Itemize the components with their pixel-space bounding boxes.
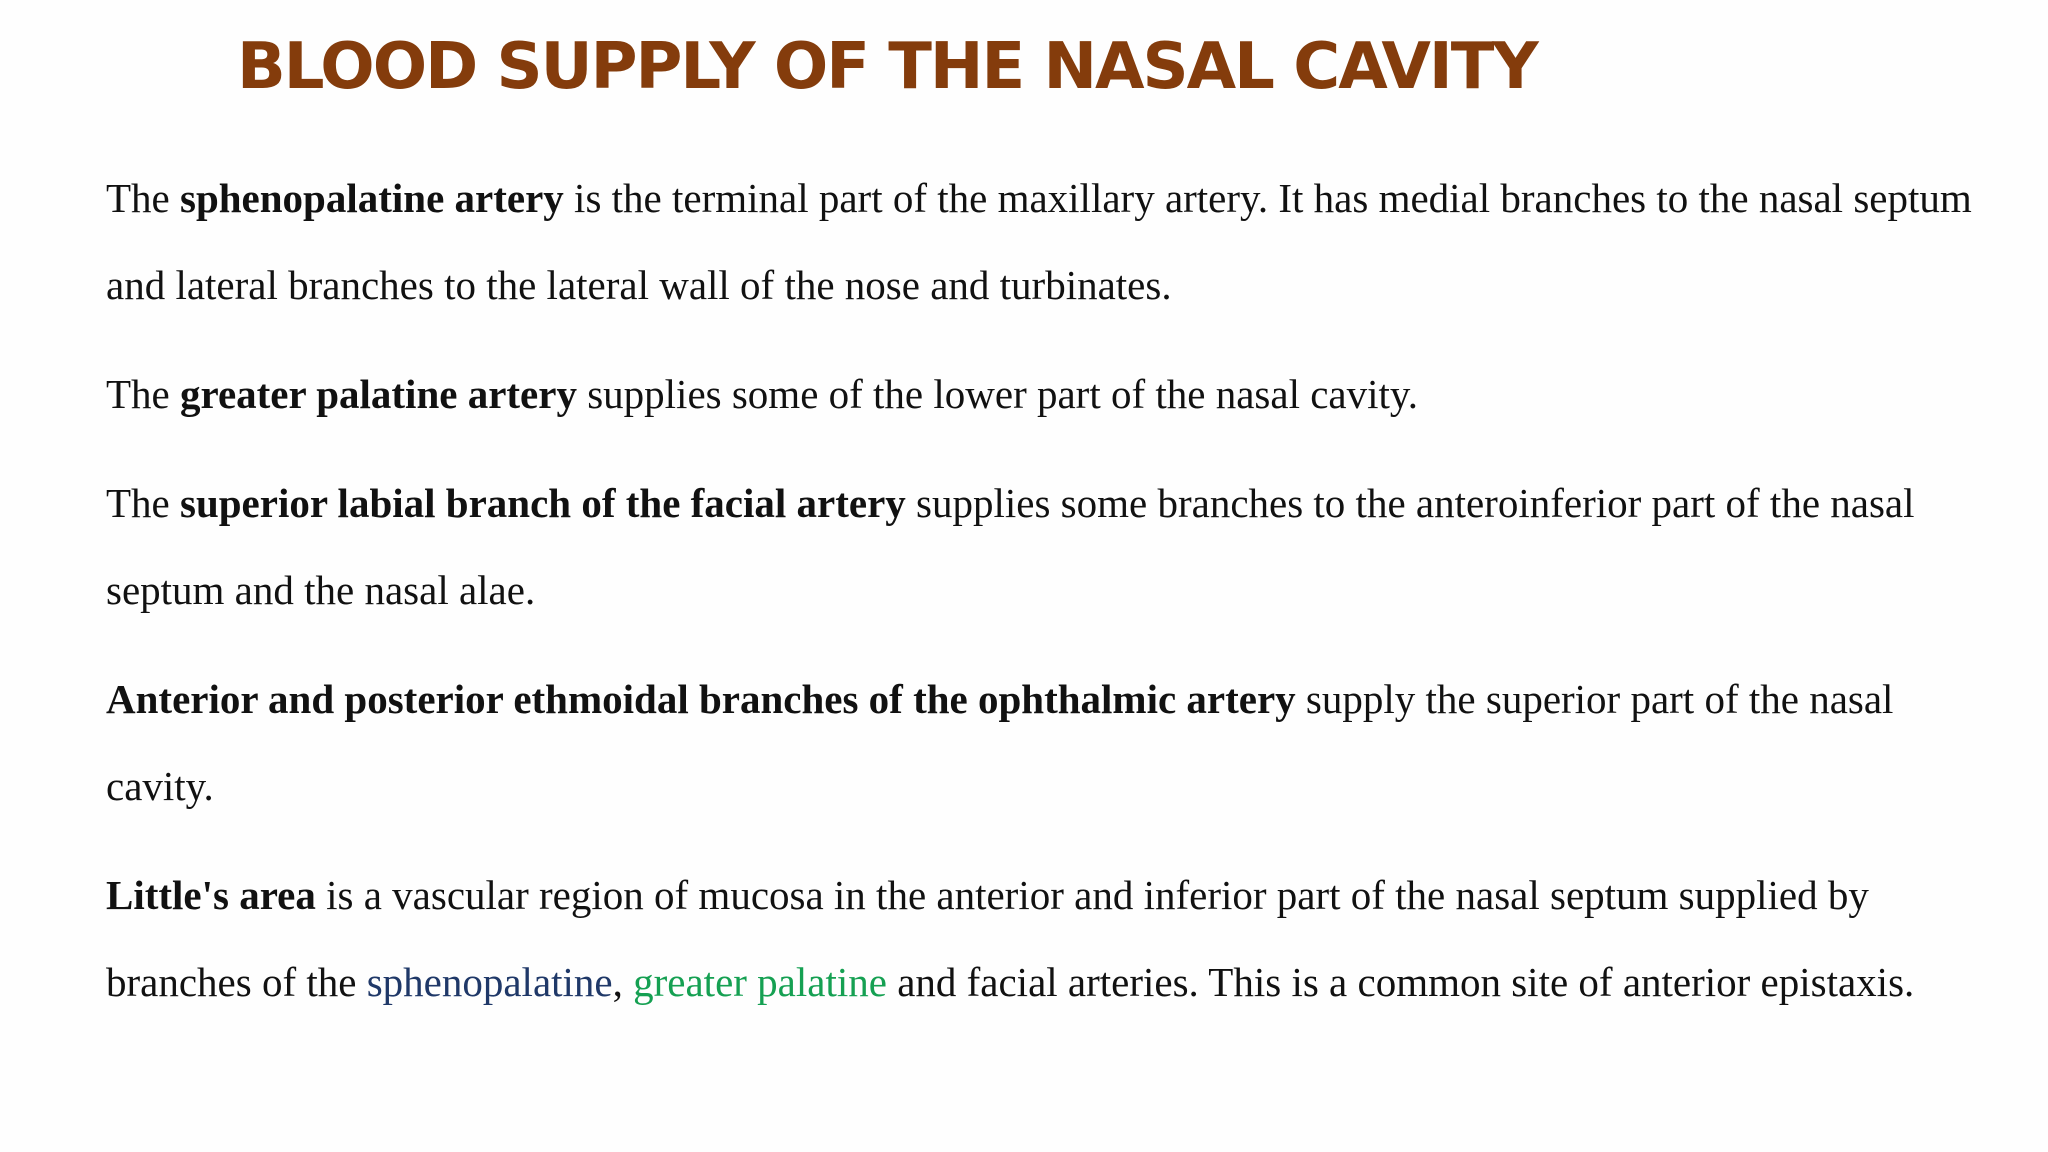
term-sphenopalatine-artery: sphenopalatine artery bbox=[180, 175, 564, 221]
separator-comma: , bbox=[612, 959, 634, 1005]
term-superior-labial-branch: superior labial branch of the facial artery bbox=[180, 480, 906, 526]
paragraph-text: supply the superior part of the nasal cavity. bbox=[106, 676, 1894, 809]
paragraph-superior-labial-branch bbox=[106, 460, 2006, 634]
paragraph-greater-palatine-artery bbox=[106, 351, 2006, 438]
paragraph-text: is the terminal part of the maxillary artery. It has medial branches to the nasal septum and lateral branches to the lateral wall of the nose and turbinates. bbox=[106, 175, 1972, 308]
term-ethmoidal-branches: Anterior and posterior ethmoidal branches of the ophthalmic artery bbox=[106, 676, 1296, 722]
paragraph-text: supplies some of the lower part of the nasal cavity. bbox=[576, 371, 1418, 417]
slide-body bbox=[106, 155, 2006, 1048]
slide-title: BLOOD SUPPLY OF THE NASAL CAVITY bbox=[237, 30, 1537, 104]
paragraph-prefix: The bbox=[106, 371, 180, 417]
paragraph-tail: and facial arteries. This is a common site of anterior epistaxis. bbox=[886, 959, 1915, 1005]
term-greater-palatine-artery: greater palatine artery bbox=[180, 371, 577, 417]
paragraph-prefix: The bbox=[106, 175, 180, 221]
term-littles-area: Little's area bbox=[106, 872, 316, 918]
highlight-sphenopalatine: sphenopalatine bbox=[366, 959, 613, 1005]
paragraph-text: is a vascular region of mucosa in the anterior and inferior part of the nasal septum supplied by branches of the bbox=[106, 872, 1869, 1005]
highlight-greater-palatine: greater palatine bbox=[633, 959, 887, 1005]
paragraph-ethmoidal-branches bbox=[106, 656, 2006, 830]
paragraph-sphenopalatine-artery bbox=[106, 155, 2006, 329]
paragraph-littles-area bbox=[106, 852, 2006, 1026]
paragraph-prefix: The bbox=[106, 480, 180, 526]
paragraph-text: supplies some branches to the anteroinferior part of the nasal septum and the nasal alae. bbox=[106, 480, 1915, 613]
